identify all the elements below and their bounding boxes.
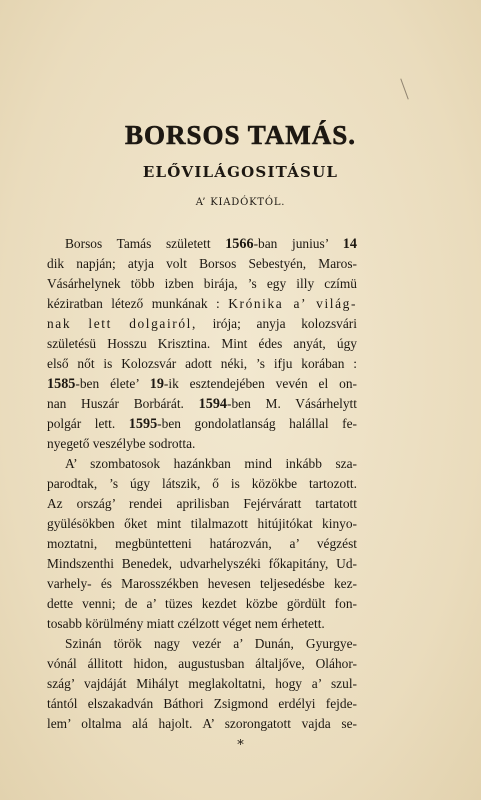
text-line: kéziratban létező munkának : Krónika a’ világ- [47,296,357,311]
text-line: tosabb körülmény miatt czélzott véget nem érhetett. [47,616,325,631]
page-subtitle: ELŐVILÁGOSITÁSUL [142,163,339,181]
text-line: nak lett dolgairól, irója; anyja kolozsvári [47,316,357,331]
page-title: BORSOS TAMÁS. [124,120,357,150]
signature-mark: * [237,738,244,753]
text-line: vónál állitott hidon, augustusban általjőve, Oláhor- [47,656,357,671]
text-line: tántól elszakadván Báthori Zsigmond erdélyi fejde- [47,696,357,711]
text-line: dette venni; de a’ tüzes kezdet közbe gördült fon- [47,596,357,611]
text-line: első nőt is Kolozsvár adott néki, ’s ifju korában : [47,356,357,371]
text-line: 1585-ben élete’ 19-ik esztendejében vevén el on- [47,376,357,392]
text-line: gyülésökben őket mint tilalmazott hitújitókat kinyo- [47,516,357,531]
text-line: nan Huszár Borbárát. 1594-ben M. Vásárhelytt [47,396,357,412]
text-line: moztatni, megbüntetteni határozván, a’ végzést [47,536,357,551]
text-line: születésü Hosszu Krisztina. Mint édes anyát, úgy [47,336,357,351]
text-line: Az ország’ rendei aprilisban Fejérváratt tartatott [47,496,357,511]
pencil-mark [400,78,408,99]
text-line: parodtak, ’s úgy látszik, ő is közökbe tartozott. [47,476,357,491]
text-line: Szinán török nagy vezér a’ Dunán, Gyurgye- [65,636,357,651]
text-line: A’ szombatosok hazánkban mind inkább sza- [65,456,357,471]
publisher-note: A’ KIADÓKTÓL. [195,197,286,208]
text-line: polgár lett. 1595-ben gondolatlanság halállal fe- [47,416,357,432]
text-line: nyegető veszélybe sodrotta. [47,436,196,451]
text-line: lem’ oltalma alá hajolt. A’ szorongatott vajda se- [47,716,357,731]
text-line: Borsos Tamás született 1566-ban junius’ 14 [65,236,357,252]
text-line: Vásárhelynek több izben birája, ’s egy illy czímü [47,276,357,291]
text-line: szág’ vajdáját Mihályt meglakoltatni, hogy a’ szul- [47,676,357,691]
text-line: dik napján; atyja volt Borsos Sebestyén, Maros- [47,256,357,271]
body-text [47,234,357,734]
text-line: varhely- és Marosszékben hevesen teljesedésbe kez- [47,576,357,591]
text-line: Mindszenthi Benedek, udvarhelyszéki főkapitány, Ud- [47,556,357,571]
